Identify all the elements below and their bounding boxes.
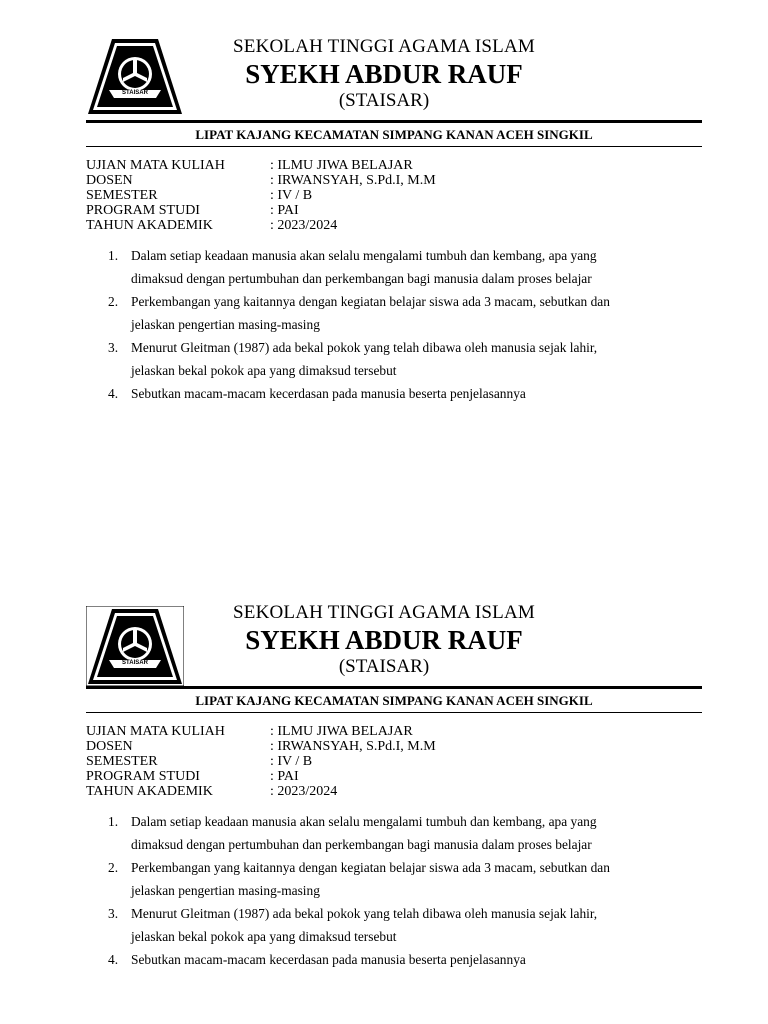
exam-sheet-top xyxy=(0,0,768,440)
question-number: 1. xyxy=(108,248,119,263)
question-text: dimaksud dengan pertumbuhan dan perkembangan bagi manusia dalam proses belajar xyxy=(131,837,592,852)
school-name: SYEKH ABDUR RAUF xyxy=(245,625,523,655)
question-text: jelaskan pengertian masing-masing xyxy=(131,883,320,898)
question-number: 1. xyxy=(108,814,119,829)
book-crest-icon xyxy=(86,606,184,686)
school-logo xyxy=(86,36,184,116)
header-rule-thick xyxy=(86,686,702,689)
school-abbrev: (STAISAR) xyxy=(338,90,430,111)
question-number: 4. xyxy=(108,952,119,967)
info-label: PROGRAM STUDI xyxy=(86,769,200,784)
question-text: Perkembangan yang kaitannya dengan kegiatan belajar siswa ada 3 macam, sebutkan dan xyxy=(131,294,610,309)
exam-sheet-bottom xyxy=(0,566,768,1006)
question-number: 4. xyxy=(108,386,119,401)
info-label: UJIAN MATA KULIAH xyxy=(86,158,225,173)
question-item xyxy=(108,902,688,948)
header-rule-thin xyxy=(86,712,702,713)
question-number: 3. xyxy=(108,340,119,355)
info-row xyxy=(86,188,686,203)
question-text: Menurut Gleitman (1987) ada bekal pokok yang telah dibawa oleh manusia sejak lahir, xyxy=(131,340,598,355)
info-label: DOSEN xyxy=(86,173,133,188)
school-type: SEKOLAH TINGGI AGAMA ISLAM xyxy=(233,602,535,623)
question-number: 2. xyxy=(108,294,119,309)
header-rule-thick xyxy=(86,120,702,123)
logo-text: STAISAR xyxy=(122,90,148,96)
info-value: : 2023/2024 xyxy=(270,784,338,799)
info-value: : IV / B xyxy=(270,754,313,769)
header-rule-thin xyxy=(86,146,702,147)
info-label: TAHUN AKADEMIK xyxy=(86,218,213,233)
info-value: : 2023/2024 xyxy=(270,218,338,233)
info-value: : PAI xyxy=(270,769,299,784)
question-item xyxy=(108,244,688,290)
question-text: jelaskan bekal pokok apa yang dimaksud tersebut xyxy=(131,929,397,944)
info-row xyxy=(86,769,686,784)
info-row xyxy=(86,218,686,233)
school-type: SEKOLAH TINGGI AGAMA ISLAM xyxy=(233,36,535,57)
info-row xyxy=(86,203,686,218)
info-label: DOSEN xyxy=(86,739,133,754)
exam-info xyxy=(86,158,686,233)
question-text: Dalam setiap keadaan manusia akan selalu mengalami tumbuh dan kembang, apa yang xyxy=(131,248,597,263)
info-value: : IRWANSYAH, S.Pd.I, M.M xyxy=(270,739,436,754)
question-list xyxy=(108,244,688,405)
question-text: jelaskan bekal pokok apa yang dimaksud tersebut xyxy=(131,363,397,378)
question-text: Menurut Gleitman (1987) ada bekal pokok yang telah dibawa oleh manusia sejak lahir, xyxy=(131,906,598,921)
question-list xyxy=(108,810,688,971)
info-row xyxy=(86,724,686,739)
info-label: PROGRAM STUDI xyxy=(86,203,200,218)
school-logo xyxy=(86,606,184,686)
info-value: : ILMU JIWA BELAJAR xyxy=(270,158,413,173)
school-name: SYEKH ABDUR RAUF xyxy=(245,59,523,89)
info-label: SEMESTER xyxy=(86,188,158,203)
info-value: : PAI xyxy=(270,203,299,218)
info-row xyxy=(86,754,686,769)
question-item xyxy=(108,336,688,382)
school-abbrev: (STAISAR) xyxy=(338,656,430,677)
info-row xyxy=(86,158,686,173)
info-label: SEMESTER xyxy=(86,754,158,769)
school-address: LIPAT KAJANG KECAMATAN SIMPANG KANAN ACEH SINGKIL xyxy=(195,127,593,142)
question-text: Perkembangan yang kaitannya dengan kegiatan belajar siswa ada 3 macam, sebutkan dan xyxy=(131,860,610,875)
info-value: : ILMU JIWA BELAJAR xyxy=(270,724,413,739)
question-item xyxy=(108,948,688,971)
logo-text: STAISAR xyxy=(122,660,148,666)
question-number: 2. xyxy=(108,860,119,875)
info-row xyxy=(86,739,686,754)
question-number: 3. xyxy=(108,906,119,921)
question-item xyxy=(108,810,688,856)
question-text: Sebutkan macam-macam kecerdasan pada manusia beserta penjelasannya xyxy=(131,952,526,967)
book-crest-icon xyxy=(86,36,184,116)
question-text: Dalam setiap keadaan manusia akan selalu mengalami tumbuh dan kembang, apa yang xyxy=(131,814,597,829)
question-text: jelaskan pengertian masing-masing xyxy=(131,317,320,332)
info-row xyxy=(86,173,686,188)
question-text: Sebutkan macam-macam kecerdasan pada manusia beserta penjelasannya xyxy=(131,386,526,401)
info-value: : IRWANSYAH, S.Pd.I, M.M xyxy=(270,173,436,188)
exam-info xyxy=(86,724,686,799)
info-label: TAHUN AKADEMIK xyxy=(86,784,213,799)
question-item xyxy=(108,382,688,405)
school-address: LIPAT KAJANG KECAMATAN SIMPANG KANAN ACEH SINGKIL xyxy=(195,693,593,708)
info-value: : IV / B xyxy=(270,188,313,203)
info-row xyxy=(86,784,686,799)
question-text: dimaksud dengan pertumbuhan dan perkembangan bagi manusia dalam proses belajar xyxy=(131,271,592,286)
info-label: UJIAN MATA KULIAH xyxy=(86,724,225,739)
question-item xyxy=(108,856,688,902)
question-item xyxy=(108,290,688,336)
